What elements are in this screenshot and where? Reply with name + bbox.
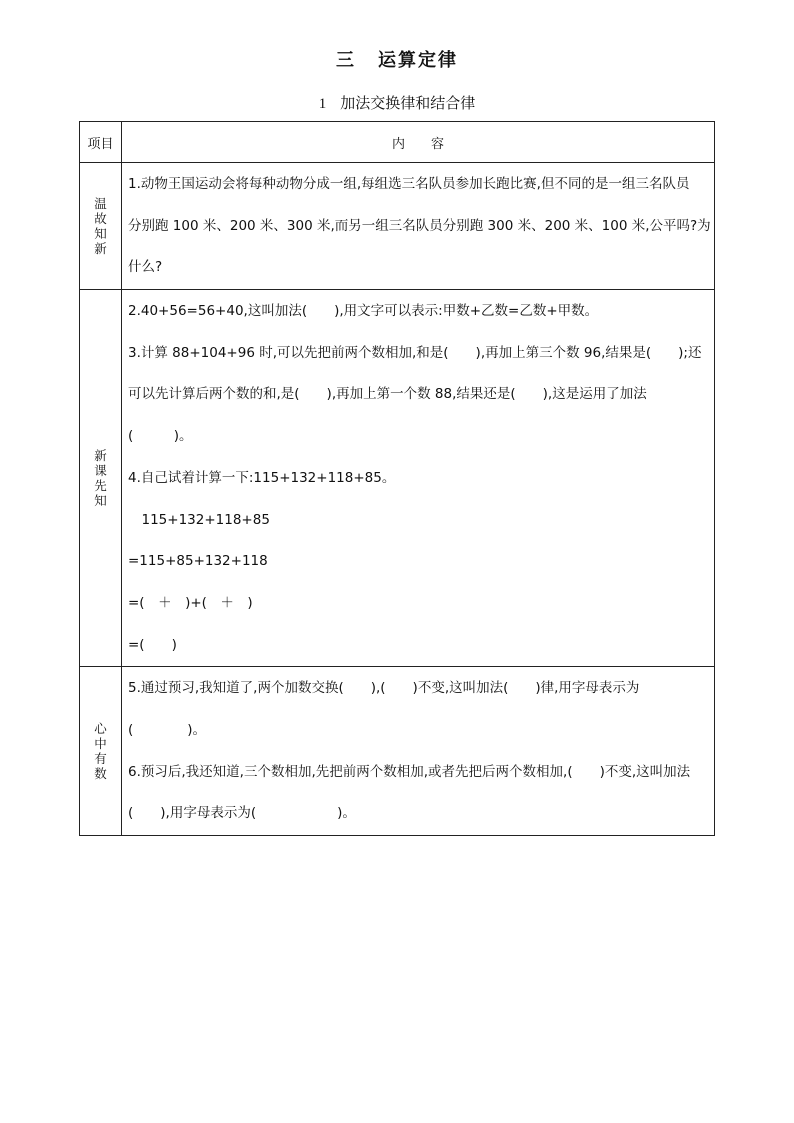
calc-line: =115+85+132+118	[128, 553, 268, 570]
section-name: 加法交换律和结合律	[340, 94, 476, 112]
row-content	[122, 163, 715, 290]
row-label: 心中有数	[80, 667, 122, 836]
question-line: 5.通过预习,我知道了,两个加数交换( ),( )不变,这叫加法( )律,用字母表示为	[128, 680, 640, 697]
question-line: 1.动物王国运动会将每种动物分成一组,每组选三名队员参加长跑比赛,但不同的是一组三名队员	[128, 176, 690, 192]
section-title	[0, 92, 794, 113]
table-row-summary	[80, 667, 715, 836]
question-line: 6.预习后,我还知道,三个数相加,先把前两个数相加,或者先把后两个数相加,( )不变,这叫加法	[128, 763, 691, 780]
row-content	[122, 290, 715, 667]
table-header-row	[80, 122, 715, 163]
row-label: 新课先知	[80, 290, 122, 667]
header-item: 项目	[80, 122, 122, 163]
table-row-review	[80, 163, 715, 290]
chapter-title	[0, 46, 794, 72]
question-line: ( )。	[128, 428, 193, 445]
question-line: 什么?	[128, 259, 163, 276]
question-line: 3.计算 88+104+96 时,可以先把前两个数相加,和是( ),再加上第三个数 96,结果是( );还	[128, 344, 702, 361]
question-line: 2.40+56=56+40,这叫加法( ),用文字可以表示:甲数+乙数=乙数+甲数。	[128, 303, 599, 320]
question-line: ( )。	[128, 721, 207, 738]
row-content	[122, 667, 715, 836]
row-label: 温故知新	[80, 163, 122, 290]
question-line: 可以先计算后两个数的和,是( ),再加上第一个数 88,结果还是( ),这是运用了加法	[128, 386, 647, 403]
question-line: 4.自己试着计算一下:115+132+118+85。	[128, 469, 396, 486]
calc-line: =( ＋ )+( ＋ )	[128, 594, 253, 611]
header-content: 内 容	[122, 122, 715, 163]
chapter-name: 运算定律	[378, 50, 458, 71]
question-line: 分别跑 100 米、200 米、300 米,而另一组三名队员分别跑 300 米、200 米、100 米,公平吗?为	[128, 217, 711, 234]
section-number: 1	[318, 96, 327, 112]
calc-line: 115+132+118+85	[128, 511, 270, 528]
worksheet-table	[79, 121, 715, 836]
question-line: ( ),用字母表示为( )。	[128, 805, 356, 822]
table-row-preview	[80, 290, 715, 667]
chapter-number: 三	[336, 50, 356, 71]
calc-line: =( )	[128, 636, 177, 653]
